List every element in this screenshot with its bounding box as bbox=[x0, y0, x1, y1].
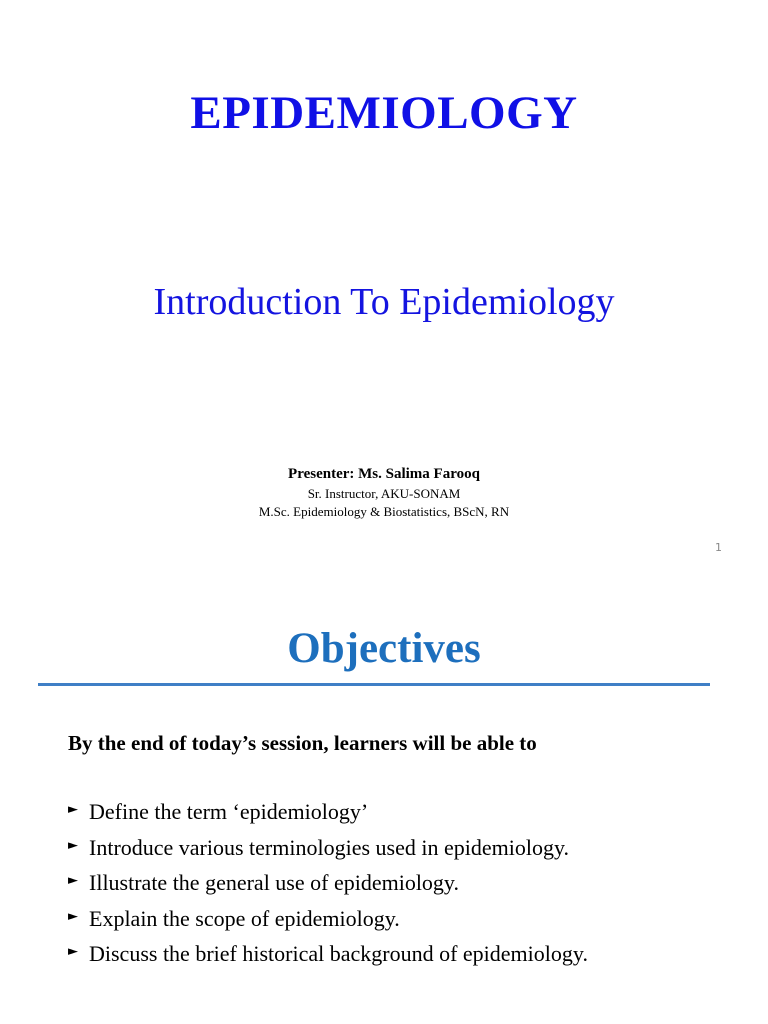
list-item-text: Illustrate the general use of epidemiology. bbox=[89, 870, 460, 895]
list-item-text: Discuss the brief historical background of epidemiology. bbox=[89, 941, 588, 966]
presenter-credentials: M.Sc. Epidemiology & Biostatistics, BScN, RN bbox=[258, 504, 510, 519]
slide-title: EPIDEMIOLOGY bbox=[190, 87, 578, 139]
list-item bbox=[68, 906, 588, 942]
presenter-role: Sr. Instructor, AKU-SONAM bbox=[307, 486, 461, 501]
list-item-text: Introduce various terminologies used in epidemiology. bbox=[89, 834, 570, 860]
title-divider bbox=[38, 683, 710, 686]
list-item-text: Define the term ‘epidemiology’ bbox=[89, 799, 369, 824]
triangle-right-icon: ► bbox=[68, 873, 78, 888]
objectives-lead: By the end of today’s session, learners will be able to bbox=[68, 731, 537, 755]
triangle-right-icon: ► bbox=[68, 908, 78, 924]
triangle-right-icon: ► bbox=[68, 944, 78, 959]
objectives-list bbox=[68, 799, 588, 977]
slide-number: 1 bbox=[715, 541, 722, 554]
objectives-title: Objectives bbox=[287, 625, 481, 672]
triangle-right-icon: ► bbox=[68, 837, 78, 853]
slide-subtitle: Introduction To Epidemiology bbox=[153, 281, 615, 323]
list-item bbox=[68, 941, 588, 977]
list-item bbox=[68, 870, 588, 906]
slide-2 bbox=[0, 576, 768, 1024]
presenter-name: Presenter: Ms. Salima Farooq bbox=[288, 466, 480, 482]
list-item bbox=[68, 835, 588, 871]
list-item bbox=[68, 799, 588, 835]
triangle-right-icon: ► bbox=[68, 802, 78, 817]
list-item-text: Explain the scope of epidemiology. bbox=[89, 905, 400, 931]
